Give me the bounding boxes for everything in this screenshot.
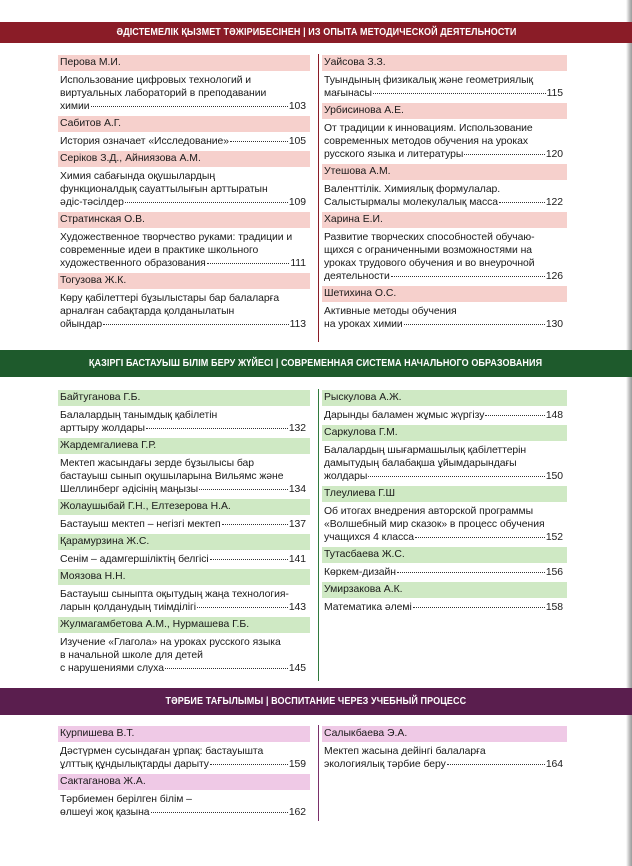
toc-entry-title[interactable] [58,132,310,150]
toc-entry-author[interactable]: Қарамурзина Ж.С. [58,534,310,550]
toc-entry-author[interactable]: Тутасбаева Ж.С. [322,547,567,563]
toc-entry-title-text: Изучение «Глагола» на уроках русского языка [60,637,281,648]
toc-entry-title-line [60,231,310,244]
section-heading-text: ТӘРБИЕ ТАҒЫЛЫМЫ | ВОСПИТАНИЕ ЧЕРЕЗ УЧЕБНЫЙ ПРОЦЕСС [165,695,467,707]
leader-dots [199,489,288,490]
toc-entry-title-line [324,87,567,100]
toc-entry-title[interactable] [58,550,310,568]
toc-entry-title[interactable] [58,790,310,821]
toc-page-number[interactable]: 134 [288,484,306,495]
leader-dots [373,93,546,94]
toc-page-number[interactable]: 158 [545,602,563,613]
toc-entry-title-line [60,244,310,257]
section-heading [0,22,632,43]
toc-entry-title-text: Мектеп жасындағы зерде бұзылысы бар [60,458,254,469]
leader-dots [485,415,544,416]
toc-entry-title-line [60,662,310,675]
toc-page-number[interactable]: 122 [545,197,563,208]
toc-entry-title-text: ларын қолданудың тиімділігі [60,602,196,613]
toc-page-number[interactable]: 115 [546,88,563,99]
toc-entry-author[interactable]: Серіков З.Д., Айниязова А.М. [58,151,310,167]
toc-entry-title-text: Активные методы обучения [324,306,457,317]
leader-dots [210,764,288,765]
toc-entry-title-text: арттыру жолдары [60,423,145,434]
toc-entry-title-text: Развитие творческих способностей обучаю- [324,232,535,243]
toc-entry-title-text: мағынасы [324,88,372,99]
toc-page-number[interactable]: 132 [288,423,306,434]
toc-entry-title[interactable] [58,585,310,616]
toc-entry-title-line [60,422,310,435]
toc-page-number[interactable]: 143 [288,602,306,613]
leader-dots [415,537,545,538]
toc-entry-title-line [60,806,310,819]
toc-entry-title[interactable] [58,633,310,677]
toc-entry-title[interactable] [58,742,310,773]
leader-dots [151,812,288,813]
toc-entry-title-text: Тәрбиемен берілген білім – [60,794,192,805]
toc-entry-author[interactable]: Тогузова Ж.К. [58,273,310,289]
leader-dots [404,324,545,325]
leader-dots [197,607,288,608]
toc-entry-title-text: ойындар [60,319,103,330]
toc-page-number[interactable]: 109 [288,197,306,208]
toc-entry-title-text: функционалдық сауаттылығын арттыратын [60,184,268,195]
toc-entry-title[interactable] [322,441,567,485]
toc-entry-title-line [324,531,567,544]
toc-entry-title-line [60,518,310,531]
toc-entry-title-line [324,409,567,422]
toc-page-number[interactable]: 141 [288,554,306,565]
toc-page-number[interactable]: 159 [288,759,306,770]
toc-entry-title-text: Көру қабілеттері бұзылыстары бар балаларға [60,293,280,304]
toc-entry-title-line [324,305,567,318]
toc-page-number[interactable]: 103 [288,101,306,112]
toc-entry-author[interactable]: Харина Е.И. [322,212,567,228]
leader-dots [210,559,288,560]
leader-dots [230,141,288,142]
toc-entry-title-line [60,135,310,148]
toc-column-left [58,54,310,333]
toc-entry-title-line [324,148,567,161]
toc-entry-title-line [324,257,567,270]
toc-entry-author[interactable]: Байтуганова Г.Б. [58,390,310,406]
toc-entry-title-line [60,601,310,614]
toc-entry-title-text: өлшеуі жоқ қазына [60,807,150,818]
toc-entry-title-text: жолдары [324,471,368,482]
toc-entry-author[interactable]: Стратинская О.В. [58,212,310,228]
toc-entry-title-line [60,305,310,318]
toc-entry-author[interactable]: Утешова А.М. [322,164,567,180]
toc-entry-title-line [60,318,310,331]
toc-entry-title-text: Дәстүрмен сусындаған ұрпақ: бастауышта [60,746,264,757]
page-edge-shadow [626,0,632,866]
toc-entry-title[interactable] [322,71,567,102]
toc-entry-title-text: История означает «Исследование» [60,136,229,147]
toc-entry-title-line [60,409,310,422]
toc-entry-title-text: арналған сабақтарда қолданылатын [60,306,235,317]
section-heading [0,350,632,377]
toc-entry-title-text: Об итогах внедрения авторской программы [324,506,533,517]
toc-page-number[interactable]: 162 [288,807,306,818]
section-heading-text: ӘДІСТЕМЕЛІК ҚЫЗМЕТ ТӘЖІРИБЕСІНЕН | ИЗ ОПЫТА МЕТОДИЧЕСКОЙ ДЕЯТЕЛЬНОСТИ [116,26,516,38]
toc-entry-author[interactable]: Саркулова Г.М. [322,425,567,441]
toc-entry-author[interactable]: Шетихина О.С. [322,286,567,302]
toc-entry-title-text: деятельности [324,271,390,282]
leader-dots [447,764,545,765]
toc-entry-title-text: Мектеп жасына дейінгі балаларға [324,746,486,757]
toc-entry-title-line [324,601,567,614]
toc-entry-title-text: Шеллинберг әдісінің маңызы [60,484,199,495]
toc-entry-title-text: Художественное творчество руками: традиции и [60,232,293,243]
toc-entry-author[interactable]: Жолаушыбай Г.Н., Елтезерова Н.А. [58,499,310,515]
toc-page-number[interactable]: 156 [545,567,563,578]
toc-entry-title-text: Бастауыш сыныпта оқытудың жаңа технология- [60,589,289,600]
toc-entry-title[interactable] [322,180,567,211]
section-heading [0,688,632,715]
leader-dots [103,324,289,325]
toc-entry-title-line [60,87,310,100]
toc-entry-title-line [324,566,567,579]
toc-entry-title-text: в начальной школе для детей [60,650,203,661]
toc-entry-title-line [60,196,310,209]
toc-page-number[interactable]: 120 [545,149,563,160]
toc-entry-title-text: Балалардың танымдық қабілетін [60,410,218,421]
toc-entry-title-line [324,457,567,470]
toc-entry-author[interactable]: Моязова Н.Н. [58,569,310,585]
section-heading-text: ҚАЗІРГІ БАСТАУЫШ БІЛІМ БЕРУ ЖҮЙЕСІ | СОВРЕМЕННАЯ СИСТЕМА НАЧАЛЬНОГО ОБРАЗОВАНИЯ [89,357,543,369]
toc-page-number[interactable]: 145 [288,663,306,674]
toc-entry-author[interactable]: Урбисинова А.Е. [322,103,567,119]
toc-entry-title-text: русского языка и литературы [324,149,464,160]
toc-entry-title-line [60,257,310,270]
toc-entry-title-text: художественного образования [60,258,206,269]
toc-page-number[interactable]: 130 [545,319,563,330]
toc-entry-author[interactable]: Жулмагамбетова А.М., Нурмашева Г.Б. [58,617,310,633]
toc-entry-title[interactable] [322,302,567,333]
leader-dots [165,668,288,669]
toc-entry-title-line [324,244,567,257]
toc-entry-title-line [60,553,310,566]
toc-entry-author[interactable]: Жардемгалиева Г.Р. [58,438,310,454]
toc-entry-title-text: Математика әлемі [324,602,412,613]
toc-entry-title[interactable] [322,598,567,616]
toc-entry-title-line [60,649,310,662]
leader-dots [146,428,288,429]
toc-entry-title-line [324,745,567,758]
toc-column-right [322,54,567,333]
toc-entry-author[interactable]: Умирзакова А.К. [322,582,567,598]
toc-entry-author[interactable]: Сактаганова Ж.А. [58,774,310,790]
toc-entry-title-line [60,470,310,483]
toc-column-right [322,389,567,616]
toc-entry-author[interactable]: Сабитов А.Г. [58,116,310,132]
column-divider [318,725,319,821]
toc-entry-title-text: учащихся 4 класса [324,532,415,543]
toc-entry-title-text: Балалардың шығармашылық қабілеттерін [324,445,527,456]
toc-column-right [322,725,567,773]
leader-dots [413,607,545,608]
toc-entry-title-line [60,758,310,771]
toc-entry-title-line [60,588,310,601]
toc-entry-title[interactable] [58,406,310,437]
toc-entry-title-line [324,135,567,148]
toc-entry-title-line [324,318,567,331]
toc-entry-title-line [324,505,567,518]
leader-dots [125,202,288,203]
toc-entry-title-text: Дарынды баламен жұмыс жүргізу [324,410,485,421]
toc-column-left [58,725,310,821]
toc-entry-title-text: бастауыш сынып оқушыларына Вильямс және [60,471,284,482]
toc-page-number[interactable]: 105 [288,136,306,147]
toc-entry-title-text: на уроках химии [324,319,403,330]
toc-entry-title-line [324,122,567,135]
toc-entry-title-text: экологиялық тәрбие беру [324,759,446,770]
toc-entry-title-text: Сенім – адамгершіліктің белгісі [60,554,209,565]
toc-page-number[interactable]: 164 [545,759,563,770]
toc-entry-title-line [60,793,310,806]
toc-entry-title-text: дамытудың балабақша ұйымдарындағы [324,458,517,469]
toc-page-number[interactable]: 152 [545,532,563,543]
leader-dots [397,572,545,573]
toc-entry-title[interactable] [58,289,310,333]
toc-entry-title[interactable] [322,228,567,285]
toc-entry-title-text: современные идеи в практике школьного [60,245,259,256]
toc-entry-author[interactable]: Салыкбаева Э.А. [322,726,567,742]
toc-entry-title-text: Бастауыш мектеп – негізгі мектеп [60,519,221,530]
toc-entry-title-text: Валенттілік. Химиялық формулалар. [324,184,501,195]
column-divider [318,389,319,681]
toc-entry-title-line [324,758,567,771]
toc-entry-title-text: Использование цифровых технологий и [60,75,252,86]
toc-page-number[interactable]: 150 [545,471,563,482]
leader-dots [368,476,545,477]
toc-entry-title-text: химии [60,101,90,112]
column-divider [318,54,319,342]
toc-entry-author[interactable]: Тлеулиева Г.Ш [322,486,567,502]
leader-dots [91,106,288,107]
toc-entry-title-text: Химия сабағында оқушылардың [60,171,216,182]
toc-page-number[interactable]: 126 [545,271,563,282]
toc-entry-title-line [60,100,310,113]
toc-entry-title-text: Туындының физикалық және геометриялық [324,75,533,86]
toc-entry-title-text: с нарушениями слуха [60,663,164,674]
toc-entry-title-text: Көркем-дизайн [324,567,396,578]
toc-entry-title-line [60,170,310,183]
toc-entry-title-text: виртуальных лабораторий в преподавании [60,88,267,99]
toc-entry-title[interactable] [322,502,567,546]
toc-entry-title-line [60,292,310,305]
toc-entry-title-line [60,457,310,470]
toc-entry-title[interactable] [58,515,310,533]
toc-page-number[interactable]: 137 [288,519,306,530]
toc-entry-title-line [60,74,310,87]
toc-entry-title[interactable] [322,742,567,773]
toc-entry-title-line [324,470,567,483]
toc-entry-author[interactable]: Перова М.И. [58,55,310,71]
leader-dots [391,276,545,277]
toc-entry-title-line [324,231,567,244]
toc-entry-title[interactable] [322,563,567,581]
toc-entry-title-text: әдіс-тәсілдер [60,197,124,208]
toc-entry-title-line [60,183,310,196]
toc-page-number[interactable]: 148 [545,410,563,421]
toc-entry-title-line [324,270,567,283]
toc-entry-title-line [324,196,567,209]
toc-entry-title-line [324,518,567,531]
toc-page-number[interactable]: 113 [289,319,306,330]
toc-entry-title-text: ұлттық құндылықтарды дарыту [60,759,209,770]
toc-entry-title-line [60,483,310,496]
leader-dots [499,202,545,203]
toc-entry-author[interactable]: Рыскулова А.Ж. [322,390,567,406]
leader-dots [207,263,290,264]
leader-dots [464,154,545,155]
toc-entry-title[interactable] [322,119,567,163]
toc-entry-title-line [324,74,567,87]
toc-entry-title[interactable] [58,454,310,498]
toc-entry-title-line [324,444,567,457]
toc-entry-title-line [324,183,567,196]
toc-entry-title-line [60,745,310,758]
toc-entry-title-text: «Волшебный мир сказок» в процесс обучения [324,519,545,530]
toc-entry-title-text: щихся с ограниченными возможностями на [324,245,532,256]
toc-entry-title[interactable] [322,406,567,424]
toc-entry-title-line [60,636,310,649]
toc-entry-title-text: уроках трудового обучения и во внеурочной [324,258,535,269]
toc-entry-title-text: современных методов обучения на уроках [324,136,528,147]
toc-entry-title-text: От традиции к инновациям. Использование [324,123,533,134]
leader-dots [222,524,288,525]
toc-entry-title[interactable] [58,71,310,115]
toc-entry-author[interactable]: Курпишева В.Т. [58,726,310,742]
toc-column-left [58,389,310,677]
toc-entry-title[interactable] [58,167,310,211]
toc-entry-title-text: Салыстырмалы молекулалық масса [324,197,499,208]
toc-entry-author[interactable]: Уайсова З.З. [322,55,567,71]
toc-entry-title[interactable] [58,228,310,272]
toc-page-number[interactable]: 111 [290,258,306,269]
